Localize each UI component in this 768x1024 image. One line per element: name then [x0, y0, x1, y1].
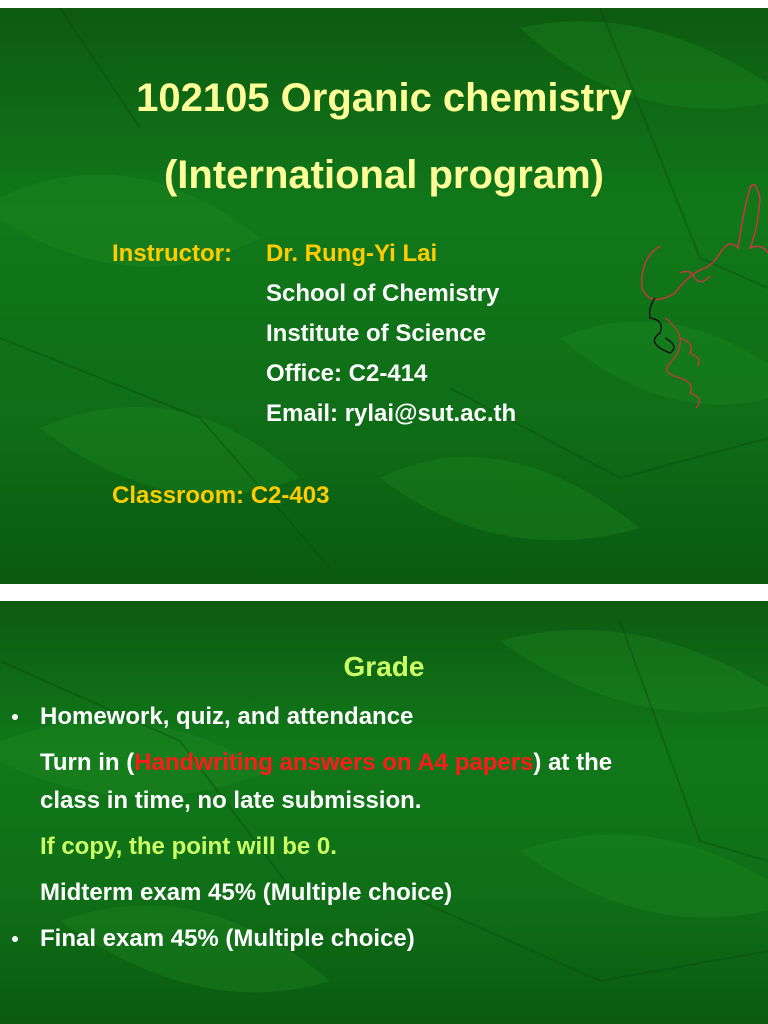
bullet-icon [12, 936, 18, 942]
school-text: School of Chemistry [266, 280, 500, 307]
turn-in-suffix: ) at the [533, 749, 613, 776]
office-text: Office: C2-414 [266, 360, 428, 387]
slide-grade [0, 601, 768, 1024]
handwriting-highlight: Handwriting answers on A4 papers [134, 749, 534, 776]
bullet-icon [12, 714, 18, 720]
handwritten-signature [620, 168, 768, 408]
classroom-text: Classroom: C2-403 [112, 482, 330, 509]
midterm-item: Midterm exam 45% (Multiple choice) [40, 879, 453, 906]
homework-item: Homework, quiz, and attendance [40, 703, 414, 730]
email-text: Email: rylai@sut.ac.th [266, 400, 517, 427]
institute-text: Institute of Science [266, 320, 487, 347]
course-subtitle: (International program) [163, 153, 605, 197]
course-title: 102105 Organic chemistry [136, 76, 632, 120]
instructor-name: Dr. Rung-Yi Lai [266, 240, 438, 267]
turn-in-line2: class in time, no late submission. [40, 787, 422, 814]
instructor-label: Instructor: [112, 240, 232, 267]
slide-course-info [0, 8, 768, 584]
final-item: Final exam 45% (Multiple choice) [40, 925, 415, 952]
copy-warning: If copy, the point will be 0. [40, 833, 337, 860]
turn-in-prefix: Turn in ( [40, 749, 135, 776]
turn-in-text [40, 749, 612, 777]
grade-heading: Grade [343, 651, 425, 682]
